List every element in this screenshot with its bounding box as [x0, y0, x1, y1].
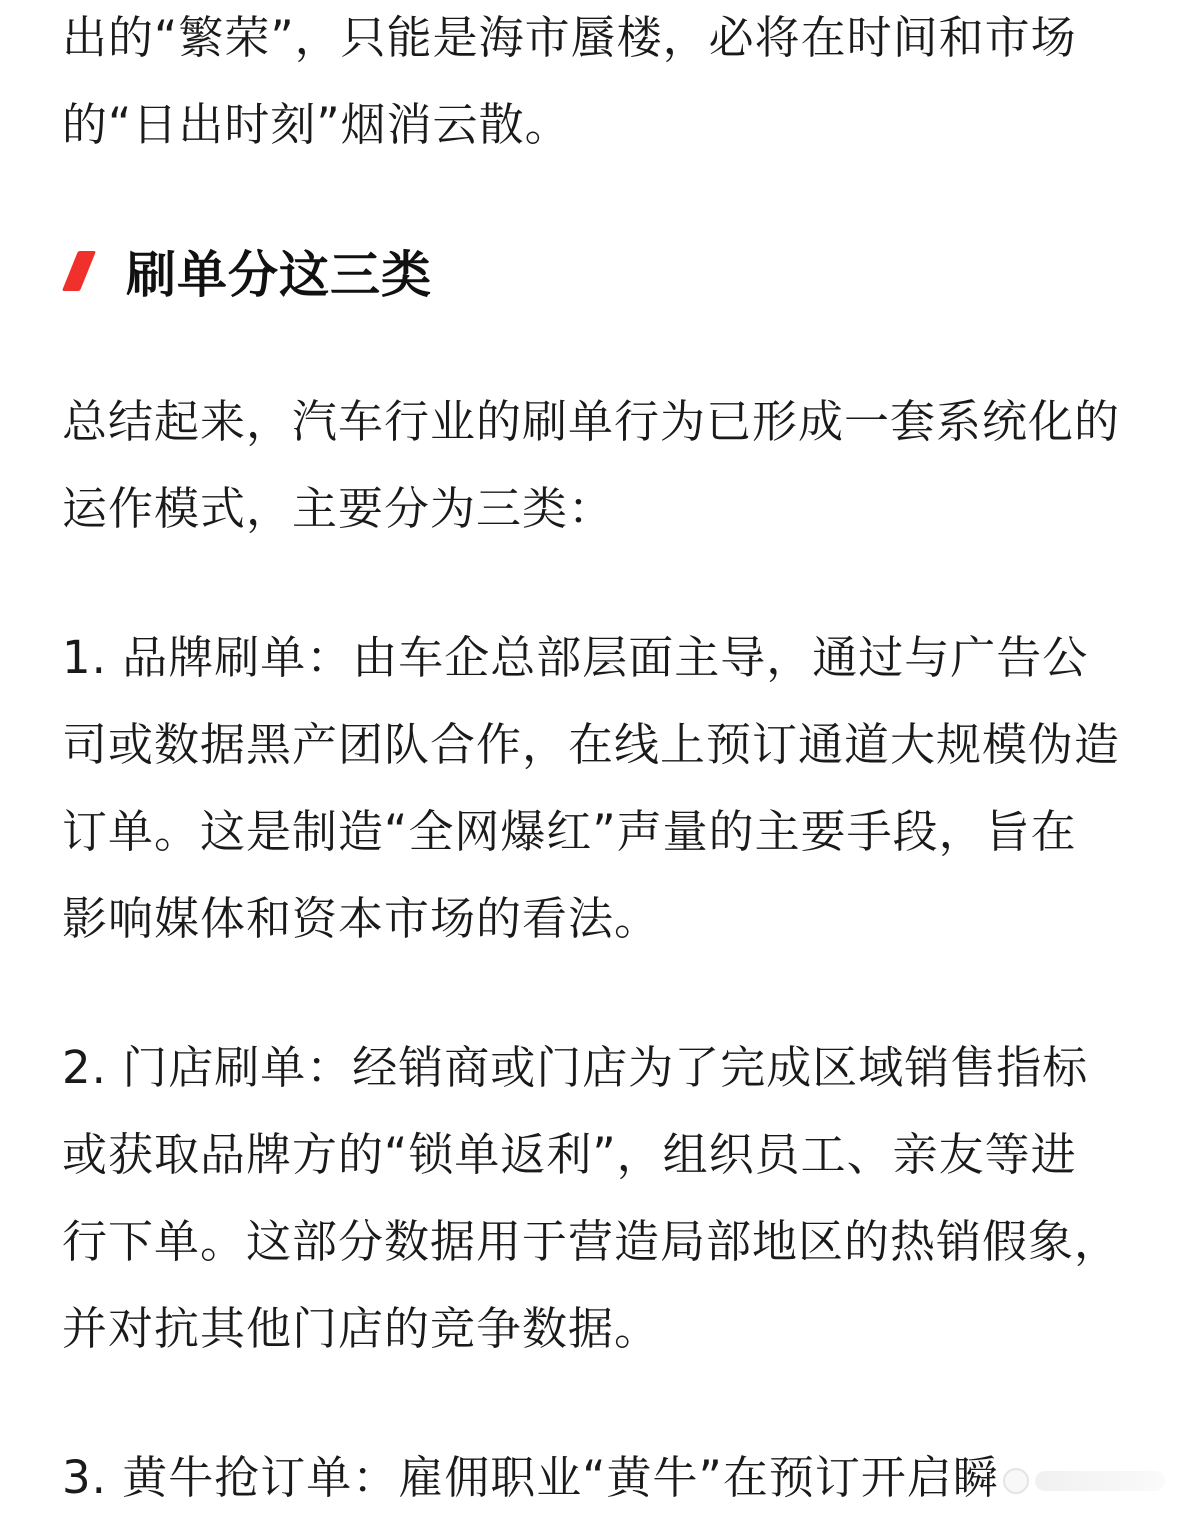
article-body	[62, 0, 1122, 1521]
list-item-scalper: 3. 黄牛抢订单：雇佣职业“黄牛”在预订开启瞬	[62, 1451, 999, 1504]
section-heading	[62, 226, 1122, 316]
list-item-store: 2. 门店刷单：经销商或门店为了完成区域销售指标或获取品牌方的“锁单返利”，组织员工、亲友等进行下单。这部分数据用于营造局部地区的热销假象，并对抗其他门店的竞争数据。	[62, 1041, 1121, 1355]
summary-paragraph: 总结起来，汽车行业的刷单行为已形成一套系统化的运作模式，主要分为三类：	[62, 395, 1121, 535]
heading-accent-icon	[62, 251, 96, 291]
list-item-brand: 1. 品牌刷单：由车企总部层面主导，通过与广告公司或数据黑产团队合作，在线上预订通道大规模伪造订单。这是制造“全网爆红”声量的主要手段，旨在影响媒体和资本市场的看法。	[62, 631, 1121, 945]
intro-paragraph: 出的“繁荣”，只能是海市蜃楼，必将在时间和市场的“日出时刻”烟消云散。	[62, 11, 1077, 151]
section-heading-text: 刷单分这三类	[126, 246, 432, 304]
watermark-bar	[1035, 1471, 1165, 1491]
watermark-logo-icon	[1003, 1468, 1029, 1494]
watermark	[1003, 1468, 1165, 1494]
